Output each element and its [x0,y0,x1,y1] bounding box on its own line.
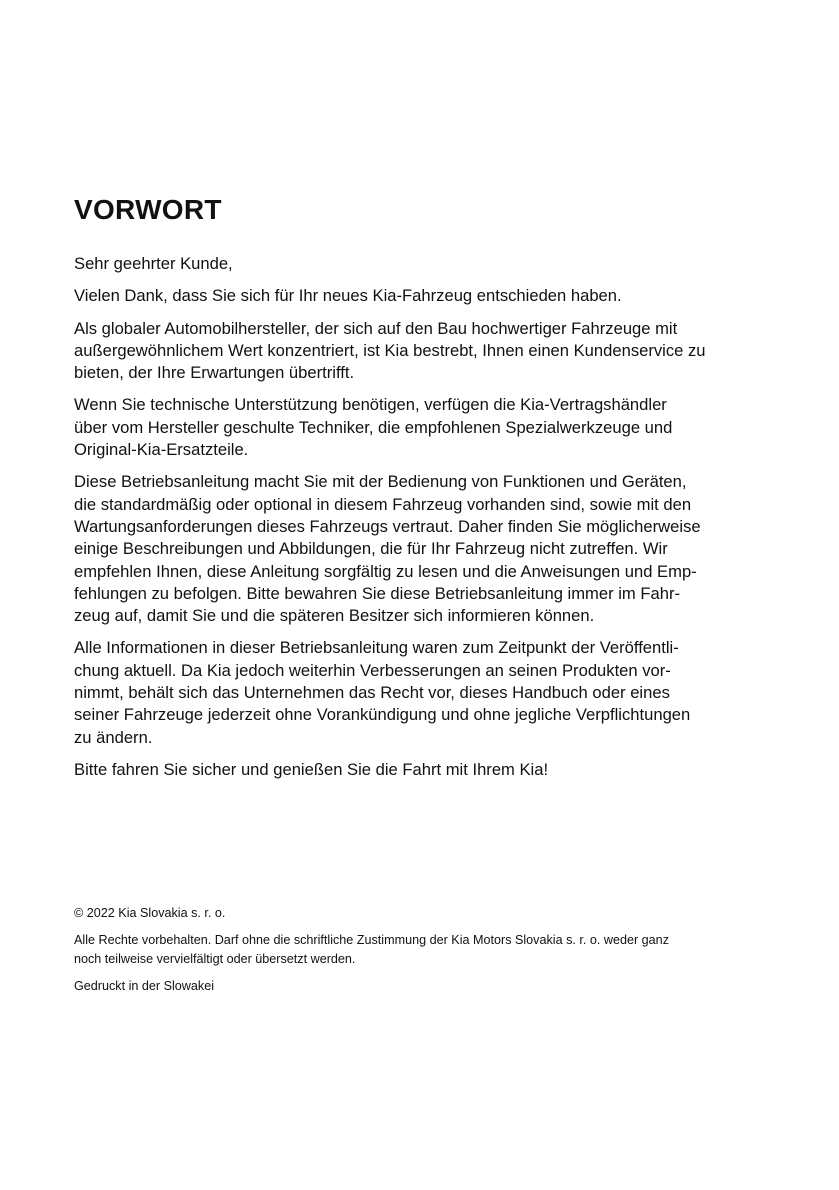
paragraph-closing: Bitte fahren Sie sicher und genießen Sie die Fahrt mit Ihrem Kia! [74,759,549,779]
page-title: VORWORT [74,194,222,225]
foreword-body [74,253,754,791]
printed-in: Gedruckt in der Slowakei [74,979,214,993]
paragraph-support: Wenn Sie technische Unterstützung benötigen, verfügen die Kia-Vertragshändler über vom Hersteller geschulte Techniker, die empfohlenen Spezialwerkzeuge und Original-Kia-Ersatzteile. [74,395,673,460]
footer [74,904,754,1004]
copyright-notice: © 2022 Kia Slovakia s. r. o. [74,906,226,920]
salutation: Sehr geehrter Kunde, [74,254,233,273]
paragraph-thanks: Vielen Dank, dass Sie sich für Ihr neues Kia-Fahrzeug entschieden haben. [74,286,622,306]
paragraph-information: Alle Informationen in dieser Betriebsanleitung waren zum Zeitpunkt der Veröffentli- chung aktuell. Da Kia jedoch weiterhin Verbesserungen an seinen Produkten vor- nimmt, behält sich das Unternehmen das Recht vor, dieses Handbuch oder eines seiner Fahrzeuge jederzeit ohne Vorankündigung und ohne jegliche Verpflichtungen zu ändern. [74,638,691,747]
rights-notice: Alle Rechte vorbehalten. Darf ohne die schriftliche Zustimmung der Kia Motors Slovakia s. r. o. weder ganz noch teilweise vervielfältigt oder übersetzt werden. [74,933,669,966]
paragraph-manual: Diese Betriebsanleitung macht Sie mit der Bedienung von Funktionen und Geräten, die standardmäßig oder optional in diesem Fahrzeug vorhanden sind, sowie mit den Wartungsanforderungen dieses Fahrzeugs vertraut. Daher finden Sie möglicherweise einige Beschreibungen und Abbildungen, die für Ihr Fahrzeug nicht zutreffen. Wir empfehlen Ihnen, diese Anleitung sorgfältig zu lesen und die Anweisungen und Emp- fehlungen zu befolgen. Bitte bewahren Sie diese Betriebsanleitung immer im Fahr- zeug auf, damit Sie und die späteren Besitzer sich informieren können. [74,472,701,626]
paragraph-manufacturer: Als globaler Automobilhersteller, der sich auf den Bau hochwertiger Fahrzeuge mit außergewöhnlichem Wert konzentriert, ist Kia bestrebt, Ihnen einen Kundenservice zu bieten, der Ihre Erwartungen übertrifft. [74,318,706,383]
